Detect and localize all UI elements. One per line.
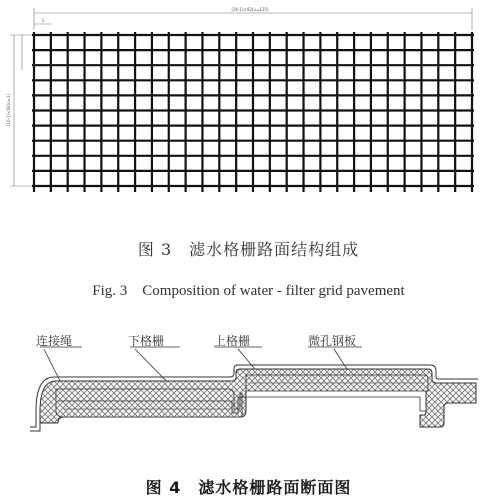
figure3-caption-en: Fig. 3 Composition of water - filter grid pavement: [92, 283, 405, 299]
left-dimension-text: (10-1)×92(u=1): [6, 93, 11, 127]
label-perforated-plate: 微孔钢板: [308, 334, 357, 348]
svg-text:1: 1: [41, 18, 45, 23]
label-connector-rope: 连接绳: [36, 334, 73, 348]
label-lower-grid: 下格栅: [128, 334, 165, 348]
lower-grid-body: [56, 389, 242, 417]
figure3-caption-cn: 图 3 滤水格栅路面结构组成: [137, 240, 360, 259]
cross-section-diagram: [0, 315, 497, 465]
grid-mesh: [32, 32, 474, 192]
top-dimension-text: (26-1)×92(u=125): [231, 7, 269, 12]
figure4-caption-cn: 图 4 滤水格栅路面断面图: [145, 478, 352, 497]
label-upper-grid: 上格栅: [214, 334, 251, 348]
grid-plan-diagram: [0, 0, 497, 230]
